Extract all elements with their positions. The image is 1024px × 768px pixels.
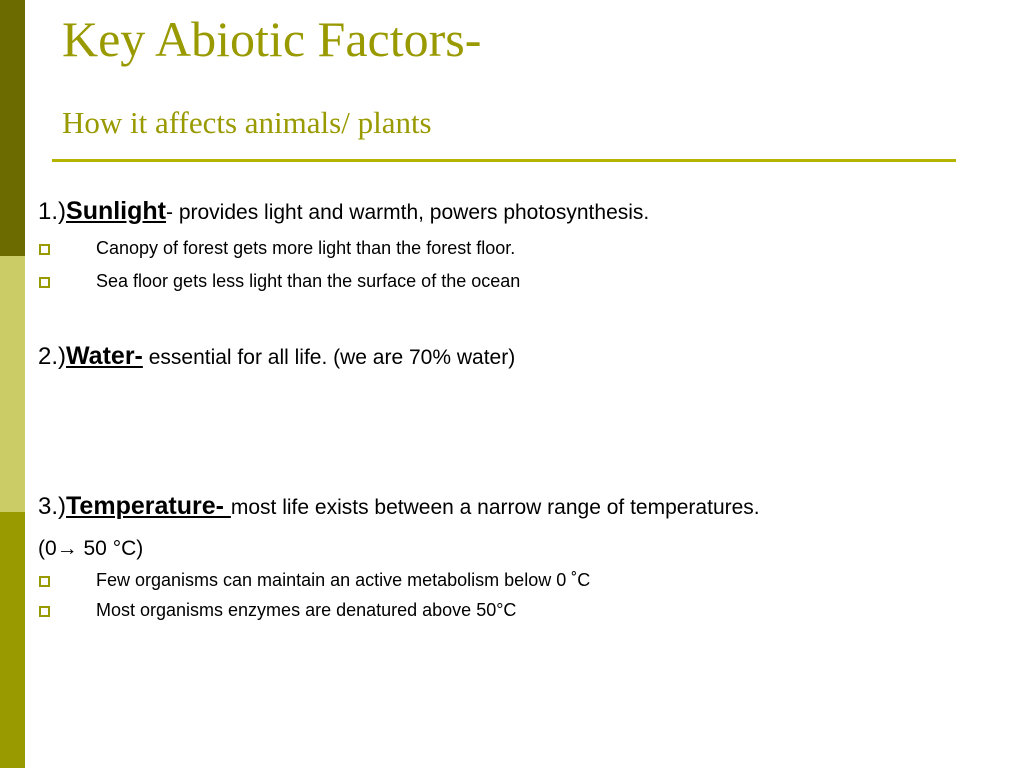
bullet-text: Most organisms enzymes are denatured above 50°C <box>96 600 517 620</box>
square-bullet-icon <box>39 244 50 255</box>
bullet-text: Sea floor gets less light than the surface of the ocean <box>96 271 521 291</box>
title-divider <box>52 159 956 162</box>
section-sunlight <box>38 196 649 227</box>
bullet-text: Canopy of forest gets more light than the forest floor. <box>96 238 516 258</box>
bullet-text: Few organisms can maintain an active metabolism below 0 ˚C <box>96 570 591 590</box>
section-number: 3.) <box>38 493 67 520</box>
section-description: provides light and warmth, powers photosynthesis. <box>173 201 650 224</box>
sidebar-block-middle <box>0 256 25 512</box>
section-separator: - <box>166 201 173 224</box>
section-term: Water- <box>66 342 143 370</box>
sidebar-block-top <box>0 0 25 256</box>
sidebar-block-bottom <box>0 512 25 768</box>
section-number: 1.) <box>38 198 67 225</box>
decorative-sidebar <box>0 0 25 768</box>
section-temperature <box>38 491 760 522</box>
section-term: Temperature- <box>66 492 231 520</box>
slide-title: Key Abiotic Factors- <box>62 11 482 67</box>
slide-subtitle: How it affects animals/ plants <box>62 105 432 140</box>
section-number: 2.) <box>38 343 67 370</box>
section-water <box>38 341 515 372</box>
square-bullet-icon <box>39 576 50 587</box>
square-bullet-icon <box>39 606 50 617</box>
section-term: Sunlight <box>66 197 166 225</box>
section-description: most life exists between a narrow range of temperatures. <box>230 496 760 519</box>
temperature-range: (0→ 50 °C) <box>38 537 144 560</box>
square-bullet-icon <box>39 277 50 288</box>
section-description: essential for all life. (we are 70% water) <box>142 346 516 369</box>
